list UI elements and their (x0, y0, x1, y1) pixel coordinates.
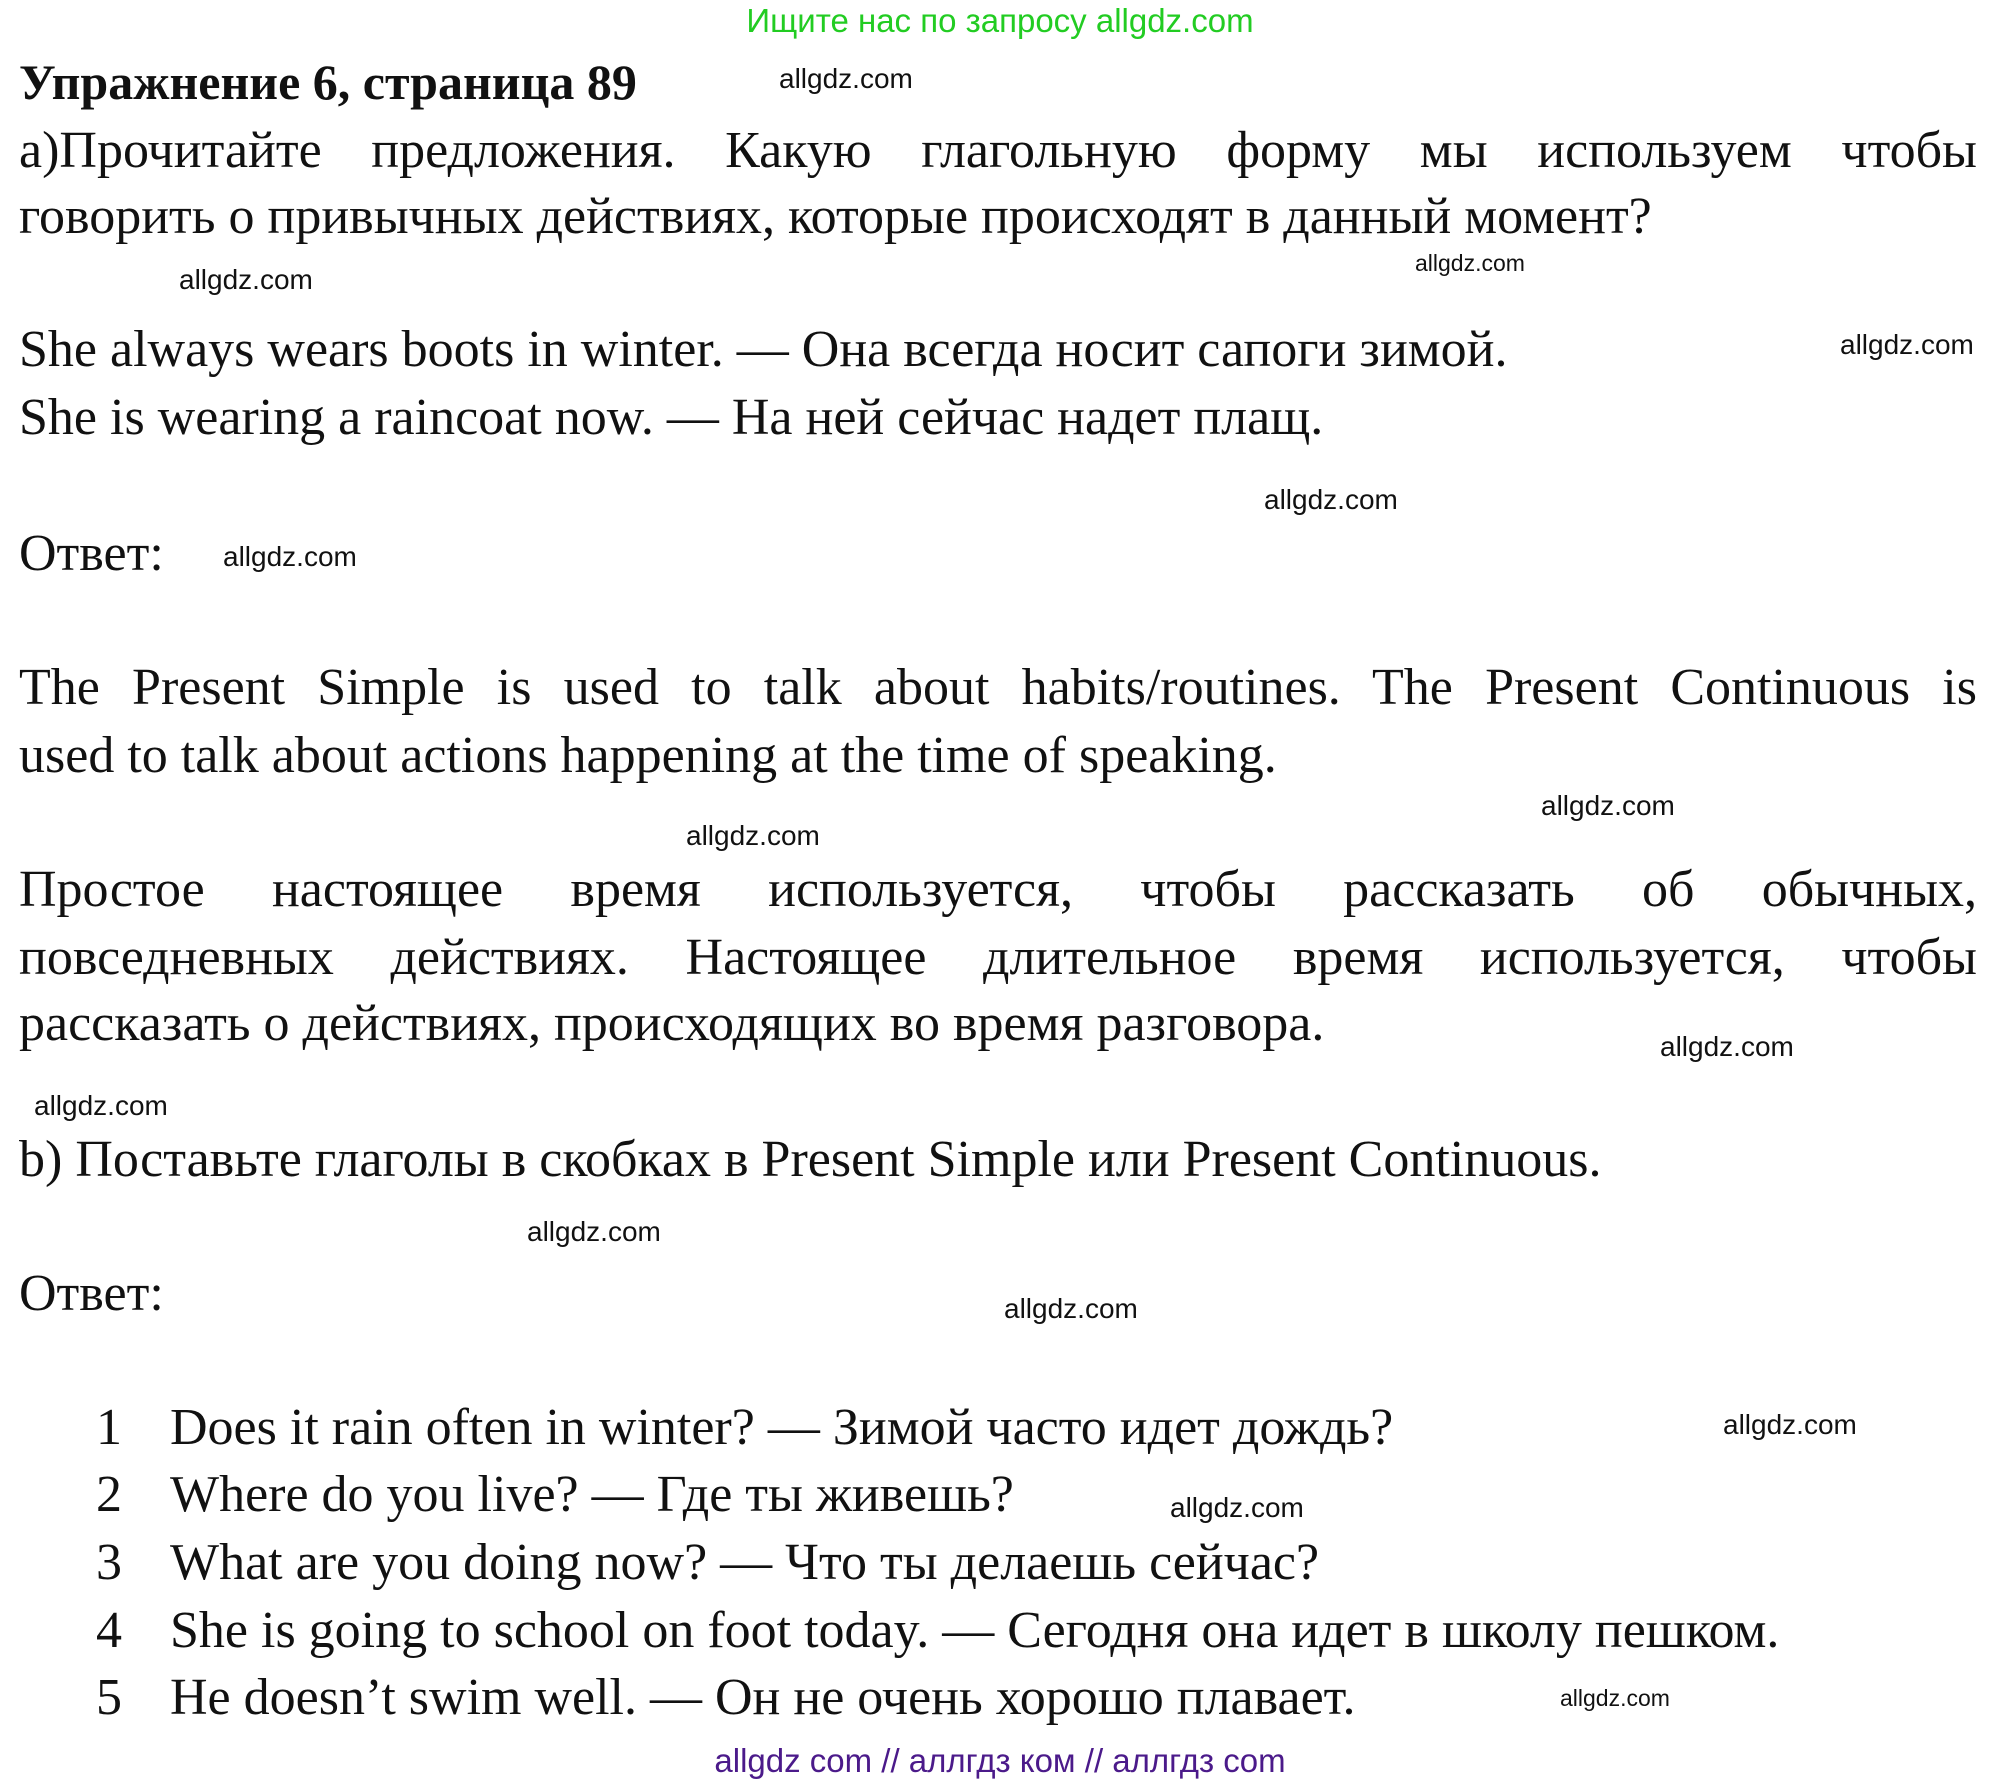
answer-ru-line: рассказать о действиях, происходящих во время разговора. (19, 995, 1325, 1052)
watermark: allgdz.com (1264, 484, 1398, 515)
watermark: allgdz.com (1541, 790, 1675, 821)
answer-label: Ответ: (19, 525, 164, 582)
watermark: allgdz.com (34, 1090, 168, 1121)
page-title: Упражнение 6, страница 89 (19, 54, 637, 110)
list-number: 2 (96, 1466, 122, 1523)
example-sentence: She is wearing a raincoat now. — На ней сейчас надет плащ. (19, 389, 1324, 446)
watermark: allgdz.com (179, 264, 313, 295)
list-number: 3 (96, 1534, 122, 1591)
watermark: allgdz.com (1840, 329, 1974, 360)
answer-en-line: used to talk about actions happening at the time of speaking. (19, 727, 1277, 784)
list-number: 4 (96, 1602, 122, 1659)
footer-watermark: allgdz com // аллгдз ком // аллгдз com (714, 1742, 1286, 1779)
list-item: Does it rain often in winter? — Зимой часто идет дождь? (170, 1399, 1394, 1456)
watermark: allgdz.com (779, 63, 913, 94)
watermark: allgdz.com (223, 541, 357, 572)
example-sentence: She always wears boots in winter. — Она всегда носит сапоги зимой. (19, 321, 1508, 378)
list-item: What are you doing now? — Что ты делаешь сейчас? (170, 1534, 1320, 1591)
watermark: allgdz.com (1004, 1293, 1138, 1324)
list-item: Where do you live? — Где ты живешь? (170, 1466, 1014, 1523)
watermark: allgdz.com (1560, 1685, 1670, 1711)
answer-en-line: The Present Simple is used to talk about habits/routines. The Present Continuous is (19, 659, 1977, 716)
watermark: allgdz.com (1415, 250, 1525, 276)
answer-ru-line: Простое настоящее время используется, чтобы рассказать об обычных, (19, 861, 1977, 918)
task-a-line: а)Прочитайте предложения. Какую глагольную форму мы используем чтобы (19, 122, 1977, 179)
list-item: He doesn’t swim well. — Он не очень хорошо плавает. (170, 1669, 1356, 1726)
watermark: allgdz.com (1170, 1492, 1304, 1523)
list-number: 5 (96, 1669, 122, 1726)
answer-label: Ответ: (19, 1265, 164, 1322)
watermark: allgdz.com (527, 1216, 661, 1247)
list-number: 1 (96, 1399, 122, 1456)
task-b: b) Поставьте глаголы в скобках в Present Simple или Present Continuous. (19, 1131, 1602, 1188)
answer-ru-line: повседневных действиях. Настоящее длительное время используется, чтобы (19, 929, 1977, 986)
watermark: allgdz.com (1660, 1031, 1794, 1062)
watermark: allgdz.com (686, 820, 820, 851)
search-banner: Ищите нас по запросу allgdz.com (746, 2, 1254, 39)
task-a-line: говорить о привычных действиях, которые происходят в данный момент? (19, 188, 1652, 245)
watermark: allgdz.com (1723, 1409, 1857, 1440)
list-item: She is going to school on foot today. — Сегодня она идет в школу пешком. (170, 1602, 1780, 1659)
